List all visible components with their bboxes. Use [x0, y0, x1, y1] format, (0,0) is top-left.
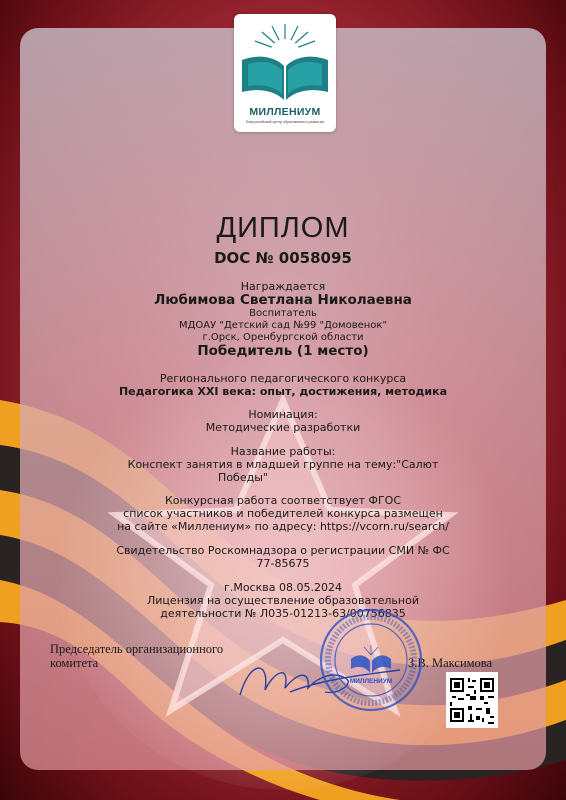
work-title-line2: Победы" — [218, 471, 268, 484]
compliance-line3: на сайте «Миллениум» по адресу: https://vcorn.ru/search/ — [117, 520, 449, 533]
compliance-line2: список участников и победителей конкурса размещен — [123, 507, 443, 520]
logo-wordmark: МИЛЛЕНИУМ — [249, 106, 321, 118]
contest-type: Регионального педагогического конкурса — [159, 372, 407, 385]
recipient-location: г.Орск, Оренбургской области — [202, 332, 364, 343]
stamp-name: МИЛЛЕНИУМ — [349, 678, 393, 685]
nomination-label: Номинация: — [248, 408, 318, 421]
signature-role-line2: комитета — [50, 656, 99, 670]
nomination-value: Методические разработки — [205, 421, 361, 434]
result-place: Победитель (1 место) — [197, 343, 369, 359]
license-line2: деятельности № Л035-01213-63/00756835 — [160, 607, 406, 620]
compliance-line1: Конкурсная работа соответствует ФГОС — [164, 494, 402, 507]
recipient-name: Любимова Светлана Николаевна — [154, 292, 412, 308]
license-line1: Лицензия на осуществление образовательной — [147, 594, 419, 607]
recipient-position: Воспитатель — [249, 308, 317, 319]
qr-code[interactable] — [446, 672, 498, 728]
diploma-title: ДИПЛОМ — [216, 212, 350, 244]
logo-subtitle: Всероссийский центр образования и развития — [246, 120, 324, 124]
doc-number: DOC № 0058095 — [214, 249, 352, 267]
recipient-organization: МДОАУ "Детский сад №99 "Домовенок" — [178, 320, 388, 331]
awarded-label: Награждается — [240, 280, 326, 293]
work-label: Название работы: — [230, 445, 336, 458]
registration-line1: Свидетельство Роскомнадзора о регистрации СМИ № ФС — [116, 544, 450, 557]
registration-line2: 77-85675 — [256, 557, 310, 570]
issue-place-date: г.Москва 08.05.2024 — [224, 581, 342, 594]
contest-name: Педагогика XXI века: опыт, достижения, методика — [118, 385, 448, 398]
work-title-line1: Конспект занятия в младшей группе на тему:"Салют — [127, 458, 439, 471]
signer-name: З.В. Максимова — [408, 656, 493, 670]
official-stamp — [318, 607, 424, 713]
signature-role-line1: Председатель организационного — [50, 642, 224, 656]
qr-code-icon — [446, 672, 498, 728]
